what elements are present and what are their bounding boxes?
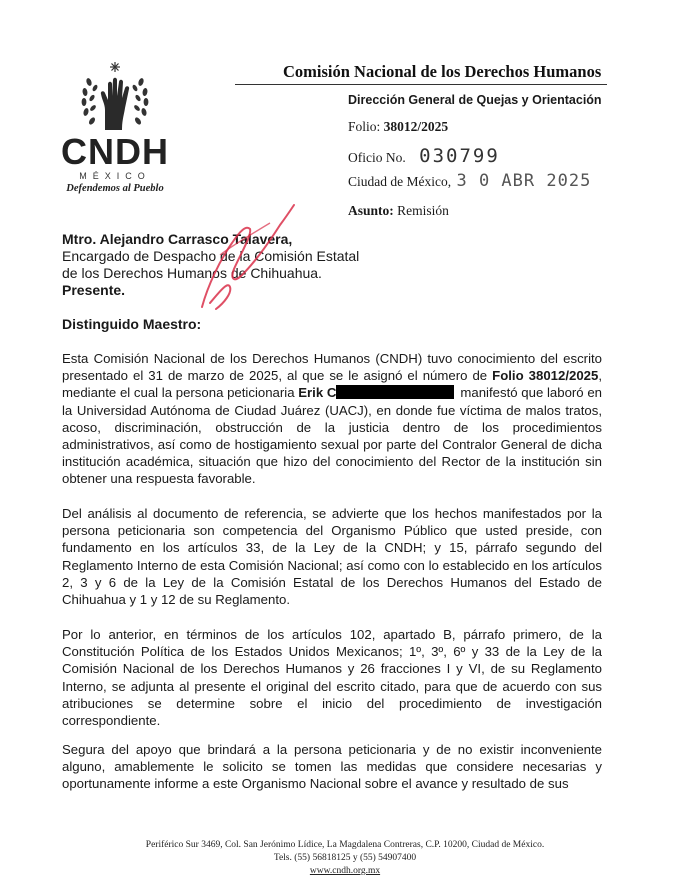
department-name: Dirección General de Quejas y Orientación bbox=[348, 93, 602, 107]
paragraph-2: Del análisis al documento de referencia, se advierte que los hechos manifestados por la persona peticionaria son competencia del Organismo Público que usted preside, con fundamento en los artículos 33, de la Ley de la CNDH; y 15, párrafo segundo del Reglamento Interno de esta Comisión Nacional; así como con lo establecido en los artículos 2, 3 y 6 de la Ley de la Comisión Estatal de los Derechos Humanos del Estado de Chihuahua y 1 y 12 de su Reglamento. bbox=[62, 506, 602, 608]
oficio-line bbox=[348, 145, 500, 167]
recipient-institution: de los Derechos Humanos de Chihuahua. bbox=[62, 265, 322, 281]
footer-phones: Tels. (55) 56818125 y (55) 54907400 bbox=[273, 853, 417, 863]
subject-value: Remisión bbox=[397, 203, 449, 218]
subject-line bbox=[348, 203, 449, 219]
logo-country: MÉXICO bbox=[79, 171, 151, 181]
folio-line bbox=[348, 119, 448, 135]
subject-label: Asunto: bbox=[348, 203, 394, 218]
date-line bbox=[348, 171, 591, 191]
paragraph-3: Por lo anterior, en términos de los artículos 102, apartado B, párrafo primero, de la Constitución Política de los Estados Unidos Mexicanos; 1º, 3º, 6º y 33 de la Ley de la Comisión Nacional de los Derechos Humanos y 26 fracciones I y VI, de su Reglamento Interno, se adjunta al presente el original del escrito citado, para que de acuerdo con sus atribuciones se determine sobre el inicio del procedimiento de investigación correspondiente. bbox=[62, 627, 602, 729]
petitioner-name: Erik C bbox=[298, 385, 337, 401]
folio-label: Folio: bbox=[348, 119, 381, 134]
folio-value: 38012/2025 bbox=[383, 119, 449, 134]
oficio-label: Oficio No. bbox=[348, 150, 406, 165]
logo-motto: Defendemos al Pueblo bbox=[66, 183, 164, 194]
header-divider bbox=[235, 84, 607, 85]
hand-laurel-icon bbox=[75, 60, 155, 132]
date-stamp: 3 0 ABR 2025 bbox=[456, 171, 592, 191]
folio-reference: Folio 38012/2025 bbox=[492, 368, 599, 384]
footer-website-link[interactable]: www.cndh.org.mx bbox=[309, 866, 381, 876]
recipient-presente: Presente. bbox=[62, 282, 126, 298]
paragraph-4: Segura del apoyo que brindará a la persona peticionaria y de no existir inconveniente alguno, amablemente le solicito se tomen las medidas que considere necesarias y oportunamente informe a este Organismo Nacional sobre el avance y resultado de sus bbox=[62, 742, 602, 792]
recipient-title: Encargado de Despacho de la Comisión Estatal bbox=[62, 248, 360, 264]
footer-address: Periférico Sur 3469, Col. San Jerónimo Lídice, La Magdalena Contreras, C.P. 10200, Ciudad de México. bbox=[145, 840, 545, 850]
handwritten-signature-mark bbox=[190, 195, 300, 315]
organization-name: Comisión Nacional de los Derechos Humanos bbox=[283, 62, 602, 81]
oficio-number-stamp: 030799 bbox=[419, 145, 500, 167]
logo-acronym: CNDH bbox=[61, 131, 169, 172]
redaction-bar bbox=[336, 385, 454, 399]
salutation: Distinguido Maestro: bbox=[62, 316, 202, 332]
cndh-logo bbox=[60, 60, 170, 194]
paragraph-1: Esta Comisión Nacional de los Derechos Humanos (CNDH) tuvo conocimiento del escrito presentado el 31 de marzo de 2025, al que se le asignó el número de Folio 38012/2025, mediante el cual la persona peticionaria Erik C manifestó que laboró en la Universidad Autónoma de Ciudad Juárez (UACJ), en donde fue víctima de malos tratos, acoso, discriminación, obstrucción de la justicia dentro de los procedimientos administrativos, así como de hostigamiento sexual por parte del Contralor General de dicha institución académica, situación que hizo del conocimiento del Rector de la institución sin obtener una respuesta favorable. bbox=[62, 351, 602, 487]
city-label: Ciudad de México, bbox=[348, 174, 452, 189]
recipient-name: Mtro. Alejandro Carrasco Talavera, bbox=[62, 231, 293, 247]
